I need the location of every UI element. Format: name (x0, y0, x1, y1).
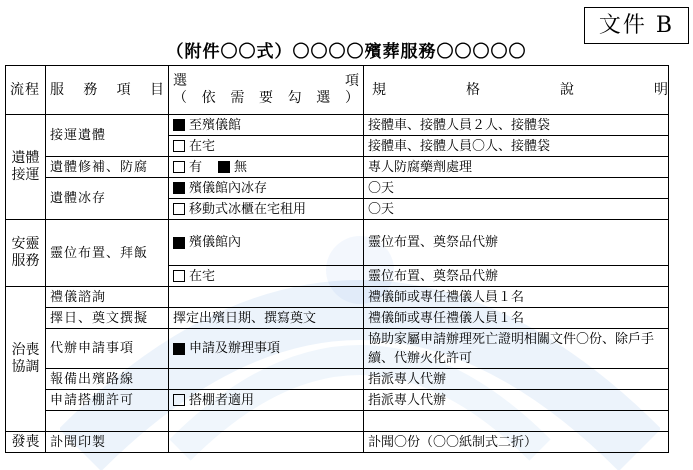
item-cell: 禮儀諮詢 (46, 287, 169, 308)
description-cell: 協助家屬申請辦理死亡證明相關文件〇份、除戶手續、代辦火化許可 (364, 329, 669, 369)
table-row (6, 178, 669, 199)
choice-label: 無 (234, 159, 248, 175)
checkbox[interactable] (173, 161, 185, 173)
description-cell: 接體車、接體人員２人、接體袋 (364, 115, 669, 136)
item-cell: 擇日、奠文撰擬 (46, 308, 169, 329)
table-row (6, 411, 669, 432)
table-row (6, 432, 669, 453)
choice-label: 移動式冰櫃在宅租用 (189, 201, 307, 217)
checkbox-checked[interactable] (173, 343, 185, 355)
table-header-row (6, 66, 669, 115)
description-cell (364, 411, 669, 432)
checkbox-checked[interactable] (218, 161, 230, 173)
section-spirit: 安靈服務 (6, 220, 46, 287)
item-cell: 靈位布置、拜飯 (46, 220, 169, 287)
checkbox-checked[interactable] (173, 119, 185, 131)
choice-cell (169, 411, 364, 432)
description-cell: 指派專人代辦 (364, 369, 669, 390)
checkbox[interactable] (173, 270, 185, 282)
choice-label: 至殯儀館 (189, 117, 242, 133)
choice-label: 申請及辦理事項 (189, 341, 281, 356)
checkbox[interactable] (173, 140, 185, 152)
item-cell: 申請搭棚許可 (46, 390, 169, 411)
table-row (6, 287, 669, 308)
item-cell: 遺體修補、防腐 (46, 157, 169, 178)
item-cell: 接運遺體 (46, 115, 169, 157)
document-title: （附件〇〇式）〇〇〇〇殯葬服務〇〇〇〇〇 (166, 42, 527, 62)
description-cell: 專人防腐藥劑處理 (364, 157, 669, 178)
table-row (6, 390, 669, 411)
header-item: 服 務 項 目 (46, 66, 169, 115)
section-body-transport: 遺體接運 (6, 115, 46, 220)
header-description: 規 格 說 明 (364, 66, 669, 115)
item-cell: 遺體冰存 (46, 178, 169, 220)
table-row (6, 115, 669, 136)
choice-label: 搭棚者適用 (189, 392, 255, 408)
choice-label: 在宅 (189, 138, 216, 154)
choice-cell (169, 199, 364, 220)
choice-label: 殯儀館內冰存 (189, 180, 268, 196)
table-row (6, 329, 669, 369)
item-cell: 報備出殯路線 (46, 369, 169, 390)
header-stage: 流程 (6, 66, 46, 115)
choice-cell (169, 369, 364, 390)
choice-cell (169, 178, 364, 199)
choice-label: 有 (189, 159, 203, 175)
choice-cell (169, 329, 364, 369)
table-row (6, 369, 669, 390)
choice-label: 在宅 (189, 268, 216, 284)
choice-cell: 擇定出殯日期、撰寫奠文 (169, 308, 364, 329)
item-cell: 代辦申請事項 (46, 329, 169, 369)
checkbox[interactable] (173, 203, 185, 215)
table-row (6, 157, 669, 178)
checkbox-checked[interactable] (173, 237, 185, 249)
table-row (6, 308, 669, 329)
header-choice: 選 項 （ 依 需 要 勾 選 ） (169, 66, 364, 115)
description-cell: 靈位布置、奠祭品代辦 (364, 220, 669, 266)
description-cell: 指派專人代辦 (364, 390, 669, 411)
table-row (6, 220, 669, 266)
description-cell: 〇天 (364, 178, 669, 199)
checkbox[interactable] (173, 394, 185, 406)
description-cell: 接體車、接體人員〇人、接體袋 (364, 136, 669, 157)
choice-cell (169, 287, 364, 308)
choice-label: 殯儀館內 (189, 235, 242, 250)
description-cell: 靈位布置、奠祭品代辦 (364, 266, 669, 287)
item-cell (46, 411, 169, 432)
description-cell: 〇天 (364, 199, 669, 220)
choice-cell (169, 390, 364, 411)
section-notice: 發喪 (6, 432, 46, 453)
document-label: 文件 B (584, 7, 689, 44)
section-funeral-arrange: 治喪協調 (6, 287, 46, 432)
choice-cell (169, 115, 364, 136)
choice-cell (169, 220, 364, 266)
checkbox-checked[interactable] (173, 182, 185, 194)
item-cell: 訃聞印製 (46, 432, 169, 453)
choice-cell (169, 432, 364, 453)
description-cell: 禮儀師或專任禮儀人員１名 (364, 287, 669, 308)
choice-cell (169, 136, 364, 157)
description-cell: 訃聞〇份（〇〇紙制式二折） (364, 432, 669, 453)
choice-cell (169, 157, 364, 178)
description-cell: 禮儀師或專任禮儀人員１名 (364, 308, 669, 329)
service-table (5, 65, 669, 453)
choice-cell (169, 266, 364, 287)
